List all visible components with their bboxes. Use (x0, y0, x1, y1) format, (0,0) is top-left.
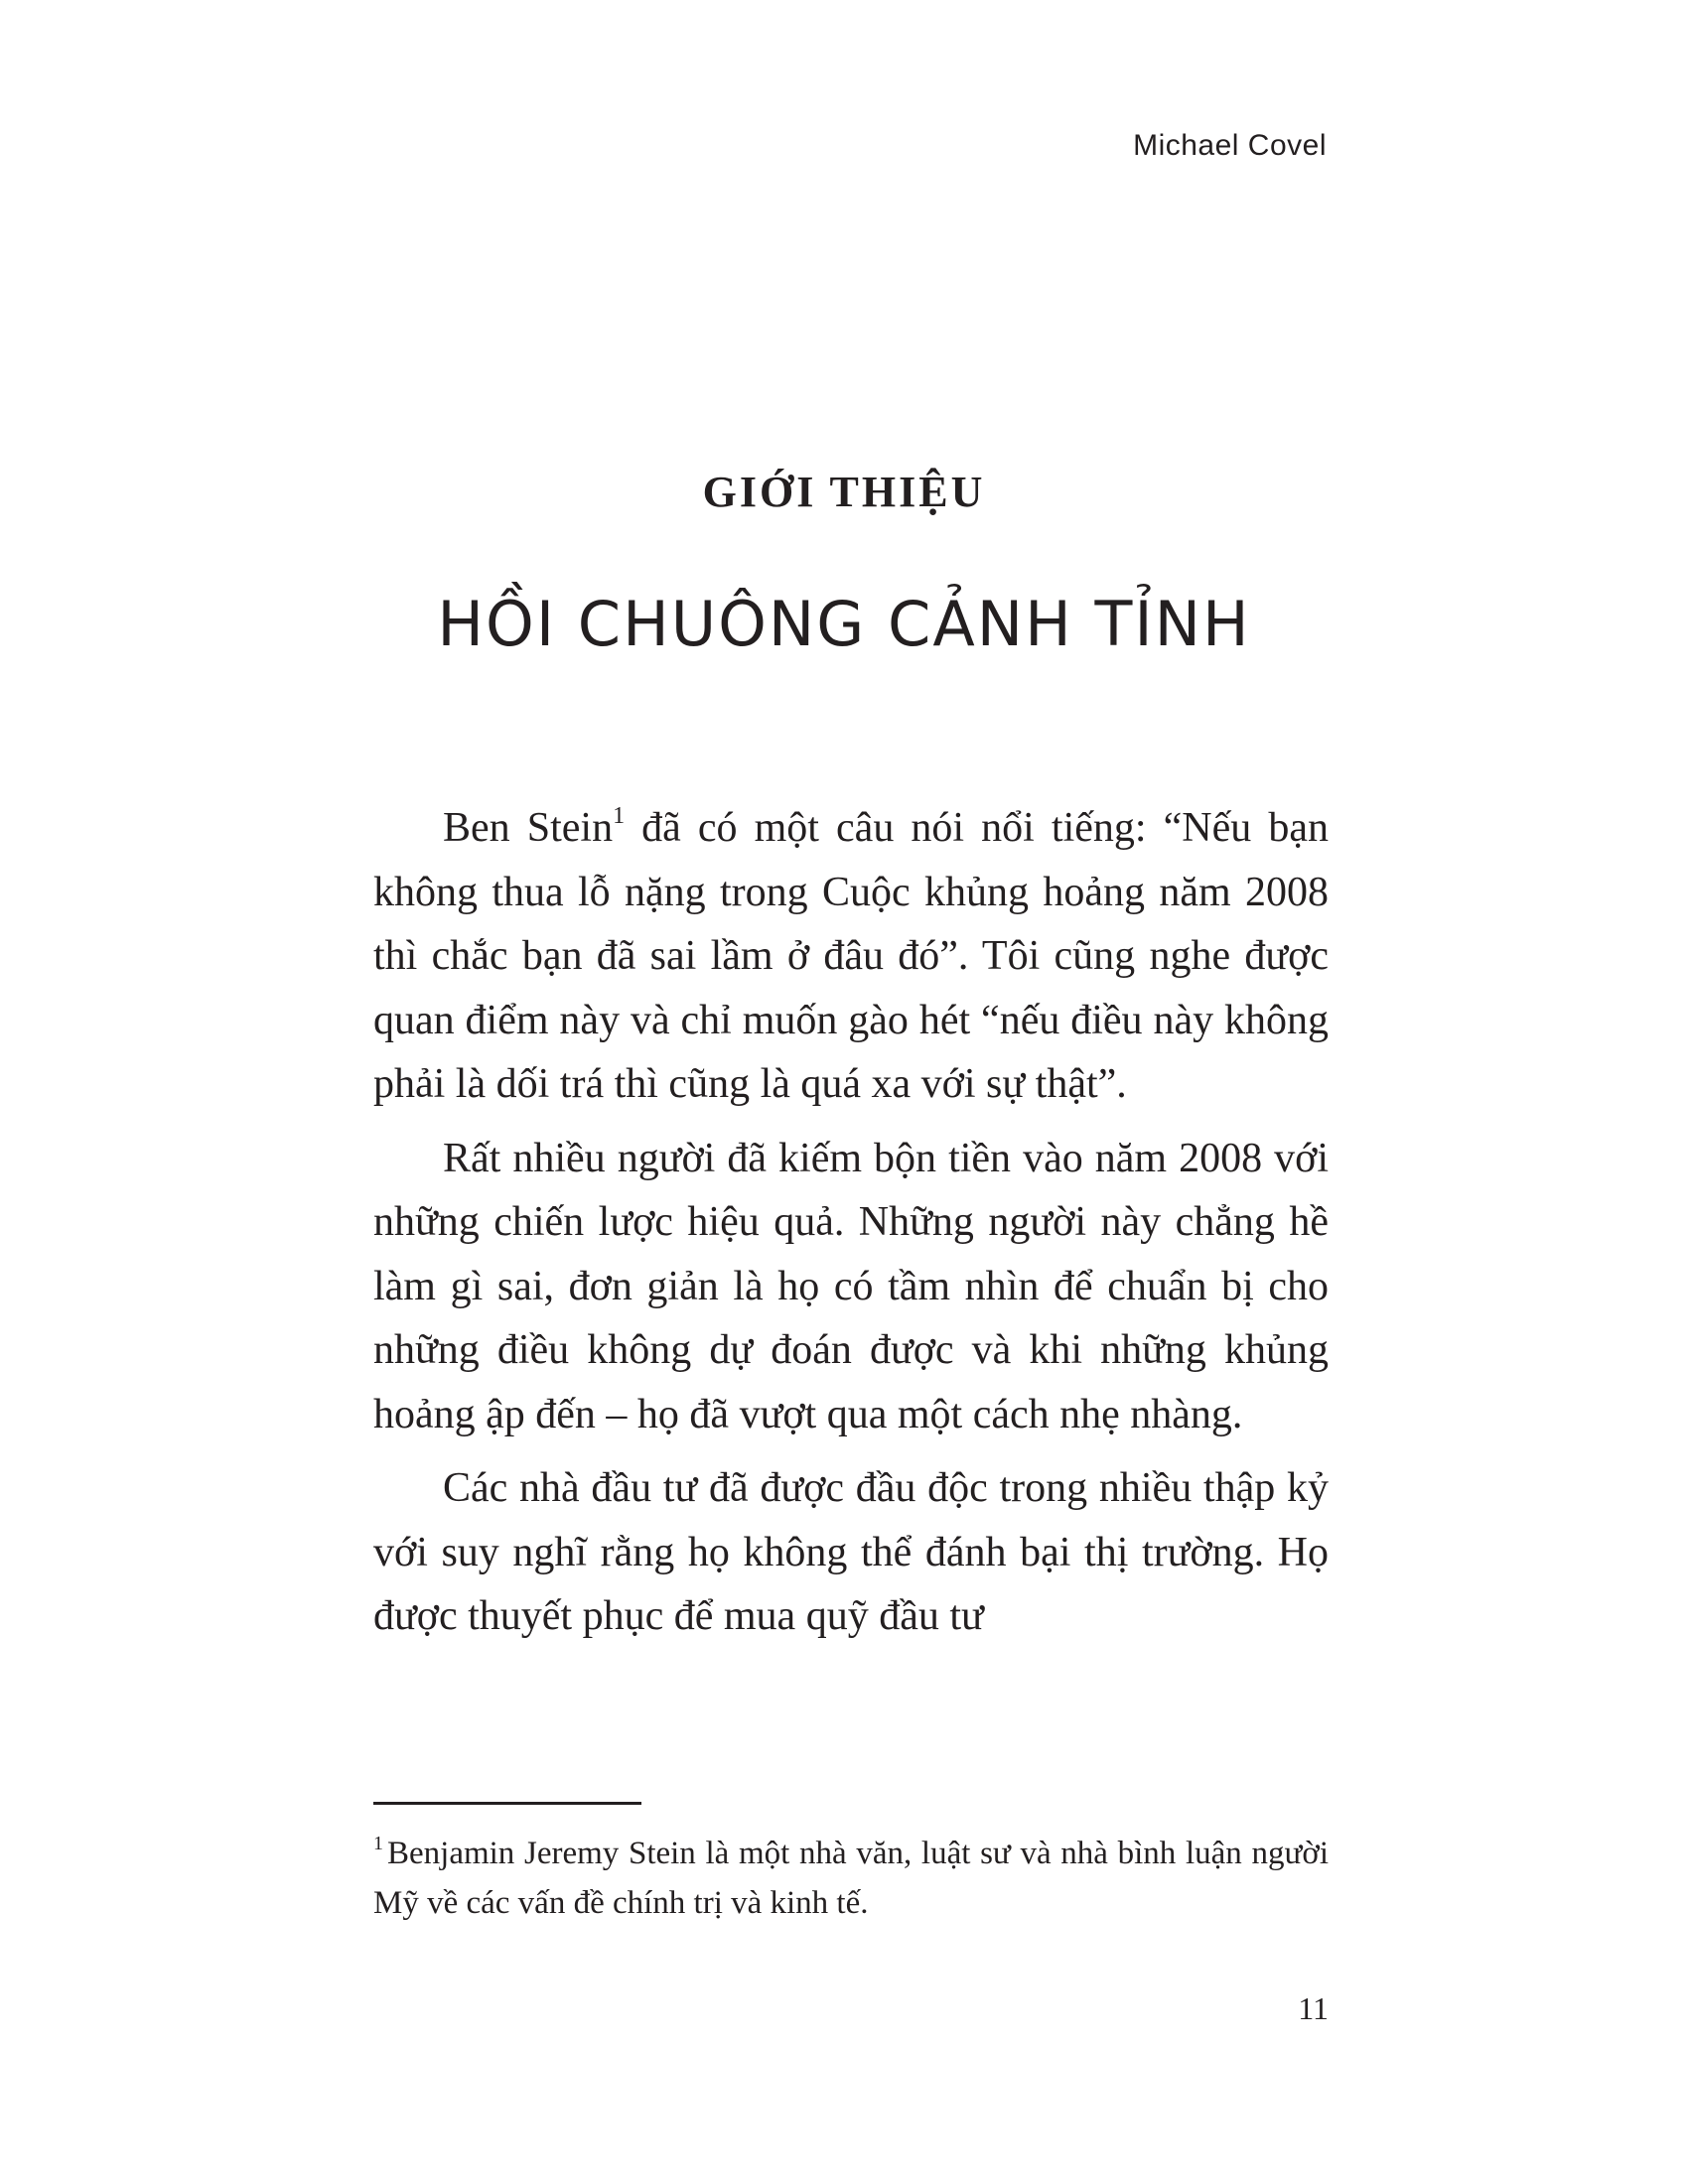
footnote-1 (373, 1829, 1329, 1928)
page-number: 11 (1298, 1990, 1329, 2026)
chapter-title: HỒI CHUÔNG CẢNH TỈNH (437, 588, 1251, 660)
footnote-reference-1: 1 (613, 803, 626, 829)
chapter-label: GIỚI THIỆU (702, 468, 986, 516)
paragraph-2: Rất nhiều người đã kiếm bộn tiền vào năm 2008 với những chiến lược hiệu quả. Những người này chẳng hề làm gì sai, đơn giản là họ có tầm nhìn để chuẩn bị cho những điều không dự đoán được và khi những khủng hoảng ập đến – họ đã vượt qua một cách nhẹ nhàng. (373, 1135, 1329, 1437)
footnote-text: Benjamin Jeremy Stein là một nhà văn, luật sư và nhà bình luận người Mỹ về các vấn đề chính trị và kinh tế. (373, 1836, 1329, 1921)
paragraph-3: Các nhà đầu tư đã được đầu độc trong nhiều thập kỷ với suy nghĩ rằng họ không thể đánh bại thị trường. Họ được thuyết phục để mua quỹ đầu tư (373, 1465, 1329, 1639)
paragraph-1-start: Ben Stein (443, 805, 614, 851)
running-header-author: Michael Covel (1133, 129, 1327, 162)
paragraph-1 (373, 796, 1329, 1117)
body-text (373, 796, 1329, 1659)
paragraph-1-rest: đã có một câu nói nổi tiếng: “Nếu bạn không thua lỗ nặng trong Cuộc khủng hoảng năm 2008 thì chắc bạn đã sai lầm ở đâu đó”. Tôi cũng nghe được quan điểm này và chỉ muốn gào hét “nếu điều này không phải là dối trá thì cũng là quá xa với sự thật”. (373, 805, 1329, 1107)
footnote-divider (373, 1802, 641, 1805)
footnote-mark: 1 (373, 1833, 383, 1854)
